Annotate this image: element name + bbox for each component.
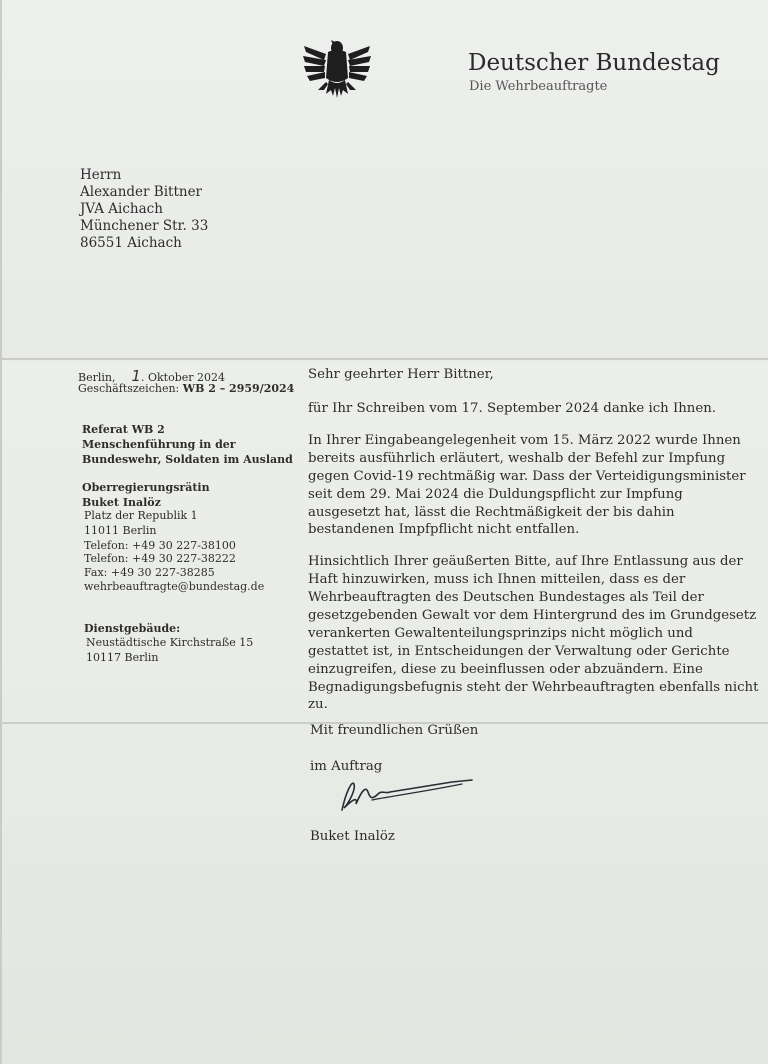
unit-line: Menschenführung in der <box>82 438 236 451</box>
official-title: Oberregierungsrätin <box>82 481 210 494</box>
building-line: 10117 Berlin <box>86 651 159 664</box>
intro-sentence: für Ihr Schreiben vom 17. September 2024 danke ich Ihnen. <box>308 401 716 416</box>
official-name: Buket Inalöz <box>82 496 161 509</box>
paragraph-line: zu. <box>308 697 328 712</box>
contact-phone: Telefon: +49 30 227-38100 <box>84 539 236 552</box>
handwritten-signature <box>332 770 482 820</box>
paragraph-line: ausgesetzt hat, lässt die Rechtmäßigkeit der bis dahin <box>308 505 675 520</box>
contact-line: Platz der Republik 1 <box>84 509 198 522</box>
paragraph-line: bestandenen Impfpflicht nicht entfallen. <box>308 522 580 537</box>
date-day-handwritten: 1 <box>131 367 141 385</box>
paragraph-line: gestattet ist, in Entscheidungen der Verwaltung oder Gerichte <box>308 644 730 659</box>
contact-email: wehrbeauftragte@bundestag.de <box>84 580 265 593</box>
reference-value: WB 2 – 2959/2024 <box>182 382 295 395</box>
salutation: Sehr geehrter Herr Bittner, <box>308 367 494 382</box>
recipient-line: Herrn <box>80 167 122 183</box>
recipient-line: JVA Aichach <box>80 201 163 217</box>
paragraph-line: gegen Covid-19 rechtmäßig war. Dass der Verteidigungsminister <box>308 469 746 484</box>
reference-label: Geschäftszeichen: <box>78 382 180 395</box>
contact-line: 11011 Berlin <box>84 524 157 537</box>
closing: Mit freundlichen Grüßen <box>310 723 479 738</box>
recipient-line: Alexander Bittner <box>80 184 203 200</box>
federal-eagle-icon <box>302 38 372 100</box>
contact-phone: Telefon: +49 30 227-38222 <box>84 552 236 565</box>
paragraph-line: Begnadigungsbefugnis steht der Wehrbeauftragten ebenfalls nicht <box>308 680 759 695</box>
date-place: Berlin, <box>78 371 116 384</box>
unit-line: Referat WB 2 <box>82 423 165 436</box>
paragraph-line: seit dem 29. Mai 2024 die Duldungspflicht zur Impfung <box>308 487 683 502</box>
paragraph-line: Haft hinzuwirken, muss ich Ihnen mitteilen, dass es der <box>308 572 686 587</box>
paragraph-line: bereits ausführlich erläutert, weshalb der Befehl zur Impfung <box>308 451 726 466</box>
on-behalf: im Auftrag <box>310 759 383 774</box>
letter-paper <box>2 0 768 1064</box>
signatory-name: Buket Inalöz <box>310 829 395 844</box>
paragraph-line: gesetzgebenden Gewalt vor dem Hintergrund des im Grundgesetz <box>308 608 757 623</box>
paragraph-line: verankerten Gewaltenteilungsprinzips nicht möglich und <box>308 626 693 641</box>
unit-line: Bundeswehr, Soldaten im Ausland <box>82 453 293 466</box>
building-line: Neustädtische Kirchstraße 15 <box>86 636 254 649</box>
paragraph-line: einzugreifen, diese zu beeinflussen oder abzuändern. Eine <box>308 662 703 677</box>
fold-line <box>2 358 768 360</box>
paragraph-line: In Ihrer Eingabeangelegenheit vom 15. März 2022 wurde Ihnen <box>308 433 741 448</box>
recipient-line: Münchener Str. 33 <box>80 218 209 234</box>
department-name: Die Wehrbeauftragte <box>469 79 608 94</box>
paragraph-line: Hinsichtlich Ihrer geäußerten Bitte, auf Ihre Entlassung aus der <box>308 554 743 569</box>
contact-fax: Fax: +49 30 227-38285 <box>84 566 215 579</box>
reference-number <box>78 382 294 395</box>
building-label: Dienstgebäude: <box>84 622 181 635</box>
recipient-line: 86551 Aichach <box>80 235 182 251</box>
date-month-year: . Oktober 2024 <box>140 371 225 384</box>
paragraph-line: Wehrbeauftragten des Deutschen Bundestages als Teil der <box>308 590 704 605</box>
organization-name: Deutscher Bundestag <box>468 50 720 76</box>
